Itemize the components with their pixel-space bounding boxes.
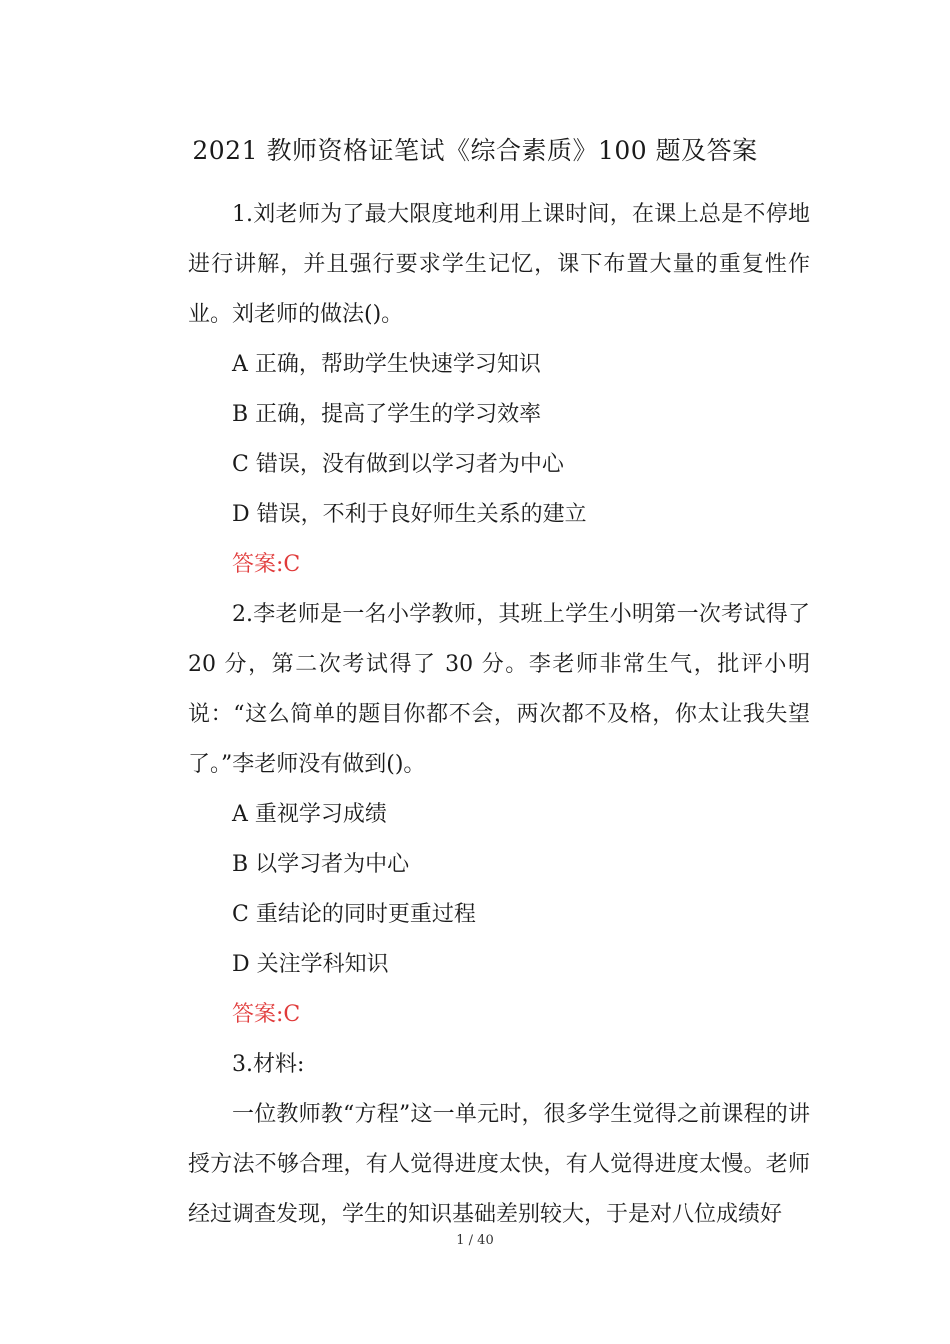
document-title: 2021 教师资格证笔试《综合素质》100 题及答案 [192,136,758,165]
question-stem: 1.刘老师为了最大限度地利用上课时间，在课上总是不停地进行讲解，并且强行要求学生记忆，课下布置大量的重复性作业。刘老师的做法()。 [188,202,810,327]
option-c: C 重结论的同时更重过程 [232,902,476,927]
question-stem: 2.李老师是一名小学教师，其班上学生小明第一次考试得了 20 分，第二次考试得了 30 分。李老师非常生气，批评小明说：“这么简单的题目你都不会，两次都不及格，你太让我失望了。”李老师没有做到()。 [188,602,810,777]
question-material: 一位教师教“方程”这一单元时，很多学生觉得之前课程的讲授方法不够合理，有人觉得进度太快，有人觉得进度太慢。老师经过调查发现，学生的知识基础差别较大，于是对八位成绩好 [188,1102,810,1227]
document-body [188,190,810,1240]
option-b: B 正确，提高了学生的学习效率 [232,402,542,427]
option-d: D 错误，不利于良好师生关系的建立 [232,502,587,527]
option-b: B 以学习者为中心 [232,852,410,877]
option-a: A 正确，帮助学生快速学习知识 [232,352,541,377]
answer-label: 答案:C [232,552,301,577]
question-3 [188,1040,810,1240]
option-a: A 重视学习成绩 [232,802,387,827]
page-number: 1 / 40 [456,1233,494,1248]
option-d: D 关注学科知识 [232,952,389,977]
answer-label: 答案:C [232,1002,301,1027]
question-heading: 3.材料: [232,1052,305,1077]
question-1 [188,190,810,590]
option-c: C 错误，没有做到以学习者为中心 [232,452,564,477]
question-2 [188,590,810,1040]
